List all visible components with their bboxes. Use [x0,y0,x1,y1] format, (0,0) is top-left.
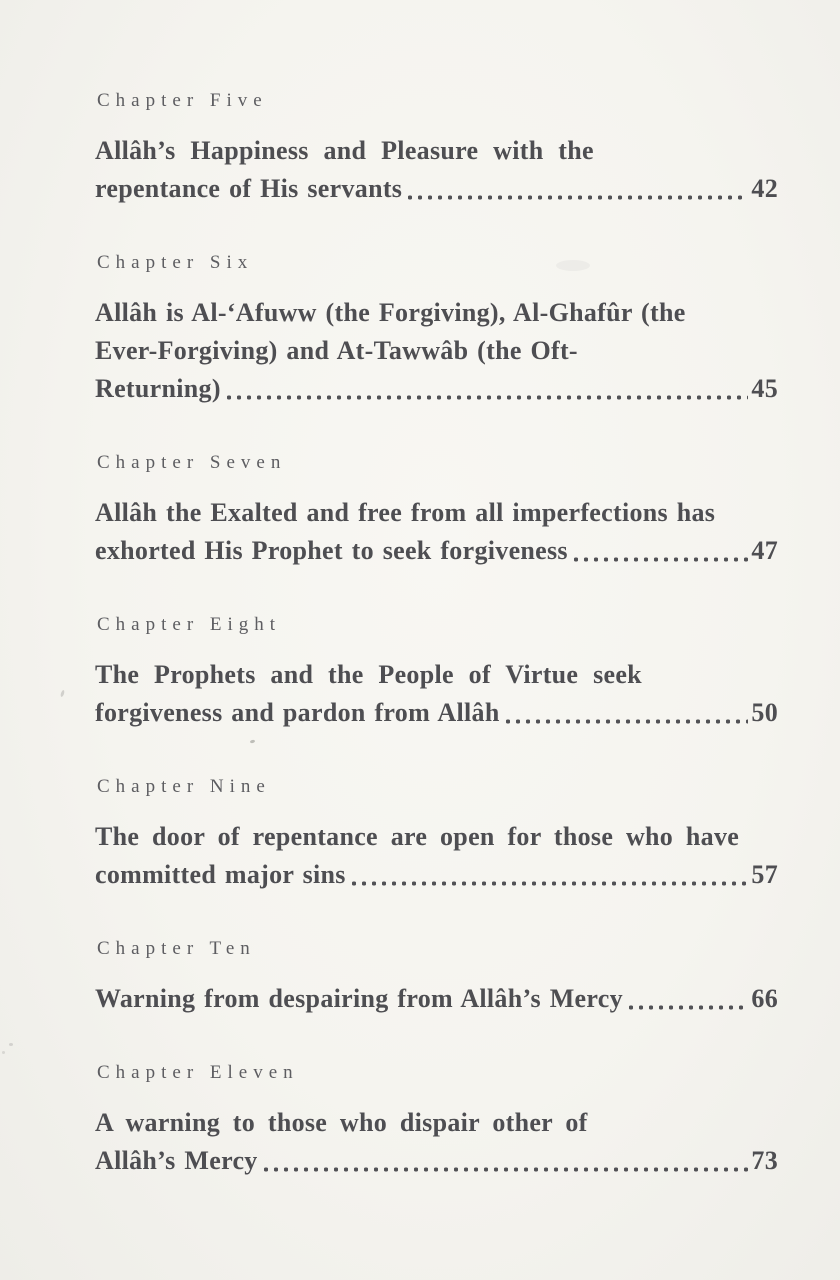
toc-entry-chapter-eight [95,612,778,732]
entry-title [95,656,778,732]
dot-leader [505,718,749,725]
page-number: 42 [751,174,778,203]
chapter-heading: Chapter Six [97,252,254,273]
toc-entry-chapter-nine [95,774,778,894]
entry-line: Ever-Forgiving) and At-Tawwâb (the Oft- [95,336,578,365]
entry-title [95,980,778,1018]
entry-line: committed major sins [95,860,346,889]
scan-artifact [556,260,590,271]
scan-artifact [60,690,65,698]
entry-tail-line [95,1142,778,1180]
dot-leader [573,556,749,563]
entry-line: The Prophets and the People of Virtue seek [95,660,642,689]
entry-tail-line [95,980,778,1018]
chapter-heading: Chapter Ten [97,938,256,959]
chapter-heading: Chapter Nine [97,776,271,797]
chapter-heading: Chapter Five [97,90,268,111]
chapter-heading: Chapter Eleven [97,1062,299,1083]
dot-leader [628,1004,748,1011]
chapter-heading: Chapter Eight [97,614,282,635]
scan-artifact [2,1051,5,1054]
entry-title [95,132,778,208]
toc-entry-chapter-seven [95,450,778,570]
entry-line: A warning to those who dispair other of [95,1108,588,1137]
entry-line: The door of repentance are open for those who have [95,822,740,851]
page-number: 47 [751,536,778,565]
dot-leader [407,194,748,201]
toc-entry-chapter-six [95,250,778,408]
entry-title [95,818,778,894]
entry-line: Allâh’s Mercy [95,1146,258,1175]
entry-line: Allâh is Al-‘Afuww (the Forgiving), Al-Ghafûr (the [95,298,686,327]
page-number: 66 [751,984,778,1013]
entry-tail-line [95,170,778,208]
dot-leader [226,394,749,401]
dot-leader [351,880,749,887]
entry-title [95,494,778,570]
scan-artifact [9,1043,13,1046]
entry-title [95,1104,778,1180]
entry-line: Allâh the Exalted and free from all imperfections has [95,498,716,527]
entry-tail-line [95,694,778,732]
chapter-heading: Chapter Seven [97,452,287,473]
entry-tail-line [95,532,778,570]
toc-entry-chapter-five [95,88,778,208]
page-number: 50 [751,698,778,727]
entry-line: Returning) [95,374,221,403]
page-number: 73 [751,1146,778,1175]
entry-line: Allâh’s Happiness and Pleasure with the [95,136,594,165]
entry-title [95,294,778,408]
toc-entry-chapter-eleven [95,1060,778,1180]
dot-leader [263,1166,749,1173]
entry-line: exhorted His Prophet to seek forgiveness [95,536,568,565]
entry-line: Warning from despairing from Allâh’s Mercy [95,984,623,1013]
entry-tail-line [95,856,778,894]
entry-tail-line [95,370,778,408]
scan-artifact [250,739,256,743]
page-number: 57 [751,860,778,889]
toc-entry-chapter-ten [95,936,778,1018]
page-number: 45 [751,374,778,403]
entry-line: repentance of His servants [95,174,403,203]
entry-line: forgiveness and pardon from Allâh [95,698,500,727]
